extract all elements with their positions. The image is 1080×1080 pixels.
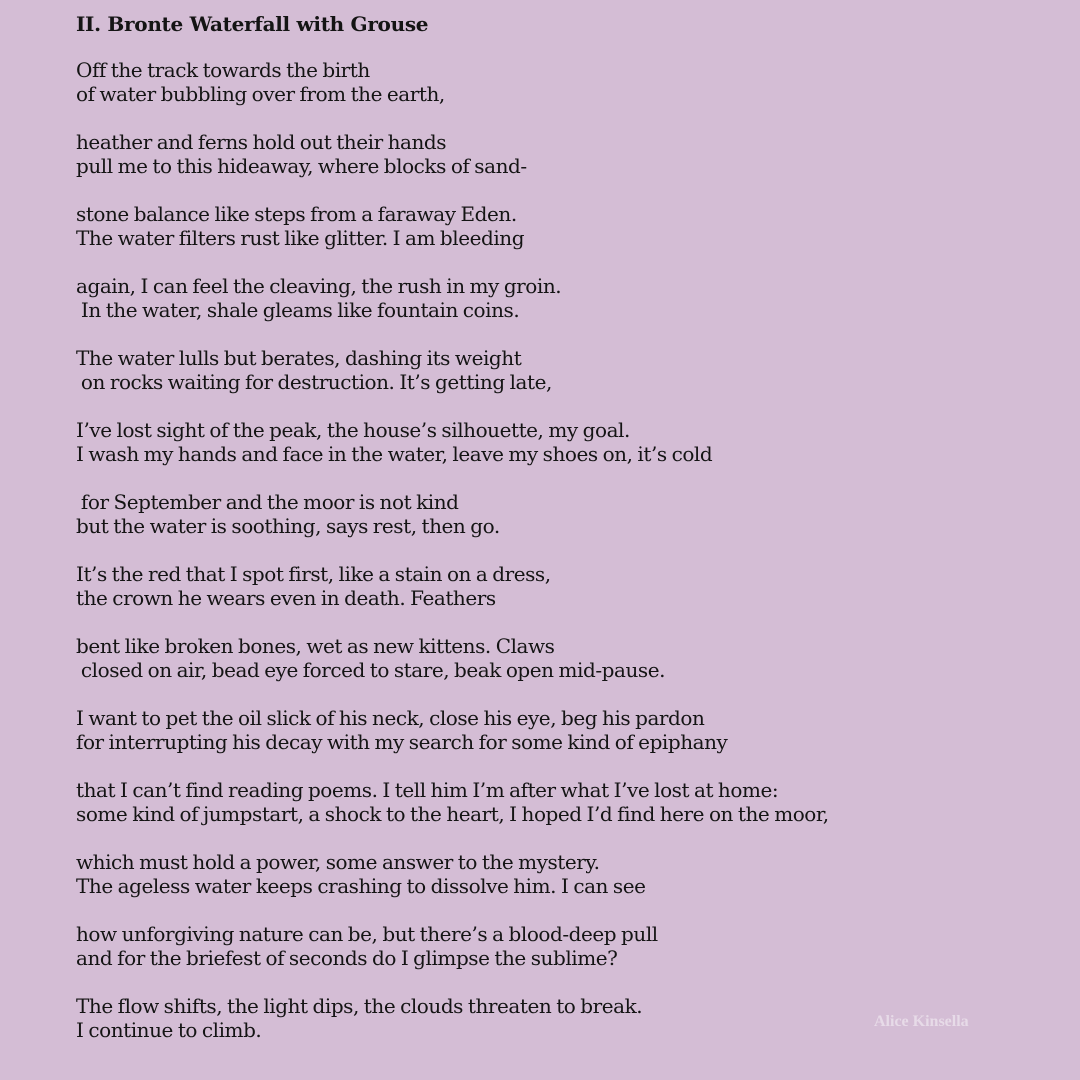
author-signature: Alice Kinsella <box>874 1013 969 1030</box>
poem-line: bent like broken bones, wet as new kittens. Claws <box>76 634 555 658</box>
stanza <box>76 562 976 610</box>
stanza <box>76 418 976 466</box>
poem-line: on rocks waiting for destruction. It’s getting late, <box>76 370 552 394</box>
stanza <box>76 706 976 754</box>
poem-line: for September and the moor is not kind <box>76 490 459 514</box>
stanza <box>76 994 976 1042</box>
poem-line: how unforgiving nature can be, but there’s a blood-deep pull <box>76 922 658 946</box>
stanza <box>76 778 976 826</box>
stanza <box>76 202 976 250</box>
poem-line: some kind of jumpstart, a shock to the heart, I hoped I’d find here on the moor, <box>76 802 829 826</box>
poem-line: I continue to climb. <box>76 1018 262 1042</box>
poem-line: I wash my hands and face in the water, leave my shoes on, it’s cold <box>76 442 713 466</box>
poem-line: I want to pet the oil slick of his neck, close his eye, beg his pardon <box>76 706 705 730</box>
poem-line: pull me to this hideaway, where blocks of sand- <box>76 154 527 178</box>
stanza <box>76 346 976 394</box>
stanza <box>76 490 976 538</box>
poem-line: I’ve lost sight of the peak, the house’s silhouette, my goal. <box>76 418 630 442</box>
poem-title: II. Bronte Waterfall with Grouse <box>76 12 429 36</box>
poem-line: and for the briefest of seconds do I glimpse the sublime? <box>76 946 618 970</box>
poem-line: In the water, shale gleams like fountain coins. <box>76 298 520 322</box>
poem-line: for interrupting his decay with my search for some kind of epiphany <box>76 730 728 754</box>
poem-line: of water bubbling over from the earth, <box>76 82 445 106</box>
stanza <box>76 850 976 898</box>
stanza <box>76 922 976 970</box>
stanza <box>76 634 976 682</box>
poem-page <box>76 10 976 1066</box>
poem-line: which must hold a power, some answer to the mystery. <box>76 850 600 874</box>
poem-line: but the water is soothing, says rest, then go. <box>76 514 500 538</box>
poem-line: The water filters rust like glitter. I am bleeding <box>76 226 525 250</box>
poem-line: It’s the red that I spot first, like a stain on a dress, <box>76 562 551 586</box>
poem-line: Off the track towards the birth <box>76 58 370 82</box>
poem-line: The flow shifts, the light dips, the clouds threaten to break. <box>76 994 643 1018</box>
poem-line: that I can’t find reading poems. I tell him I’m after what I’ve lost at home: <box>76 778 779 802</box>
poem-line: The ageless water keeps crashing to dissolve him. I can see <box>76 874 646 898</box>
stanza <box>76 130 976 178</box>
poem-line: stone balance like steps from a faraway Eden. <box>76 202 517 226</box>
poem-line: again, I can feel the cleaving, the rush in my groin. <box>76 274 562 298</box>
poem-line: heather and ferns hold out their hands <box>76 130 447 154</box>
poem-line: the crown he wears even in death. Feathers <box>76 586 496 610</box>
stanza <box>76 274 976 322</box>
poem-line: closed on air, bead eye forced to stare, beak open mid-pause. <box>76 658 666 682</box>
poem-line: The water lulls but berates, dashing its weight <box>76 346 522 370</box>
stanza <box>76 58 976 106</box>
